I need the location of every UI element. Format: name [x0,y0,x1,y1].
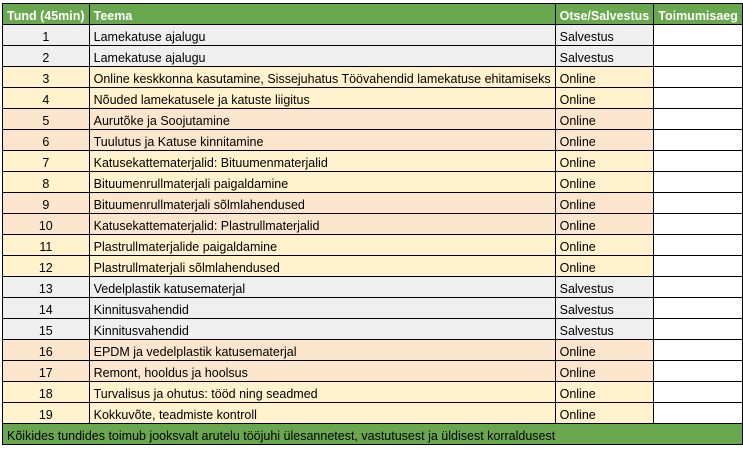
date-cell[interactable] [654,361,743,382]
table-row [3,319,743,340]
lesson-number-cell[interactable]: 19 [3,403,90,424]
schedule-table [2,3,743,445]
topic-cell[interactable]: Lamekatuse ajalugu [89,46,555,67]
date-cell[interactable] [654,67,743,88]
delivery-type-cell[interactable]: Salvestus [555,46,654,67]
table-row [3,109,743,130]
date-cell[interactable] [654,319,743,340]
lesson-number-cell[interactable]: 1 [3,25,90,46]
delivery-type-cell[interactable]: Salvestus [555,277,654,298]
topic-cell[interactable]: Lamekatuse ajalugu [89,25,555,46]
table-row [3,298,743,319]
lesson-number-cell[interactable]: 18 [3,382,90,403]
date-cell[interactable] [654,46,743,67]
delivery-type-cell[interactable]: Online [555,151,654,172]
table-row [3,340,743,361]
delivery-type-cell[interactable]: Online [555,235,654,256]
table-row [3,403,743,424]
topic-cell[interactable]: Remont, hooldus ja hoolsus [89,361,555,382]
lesson-number-cell[interactable]: 13 [3,277,90,298]
date-cell[interactable] [654,235,743,256]
table-row [3,277,743,298]
header-date[interactable]: Toimumisaeg [654,4,743,25]
topic-cell[interactable]: Kokkuvõte, teadmiste kontroll [89,403,555,424]
date-cell[interactable] [654,151,743,172]
topic-cell[interactable]: Kinnitusvahendid [89,319,555,340]
delivery-type-cell[interactable]: Online [555,88,654,109]
lesson-number-cell[interactable]: 9 [3,193,90,214]
table-row [3,130,743,151]
header-row [3,4,743,25]
date-cell[interactable] [654,277,743,298]
topic-cell[interactable]: Plastrullmaterjalide paigaldamine [89,235,555,256]
lesson-number-cell[interactable]: 3 [3,67,90,88]
header-topic[interactable]: Teema [89,4,555,25]
lesson-number-cell[interactable]: 14 [3,298,90,319]
delivery-type-cell[interactable]: Online [555,256,654,277]
lesson-number-cell[interactable]: 16 [3,340,90,361]
header-type[interactable]: Otse/Salvestus [555,4,654,25]
delivery-type-cell[interactable]: Online [555,382,654,403]
delivery-type-cell[interactable]: Salvestus [555,319,654,340]
table-row [3,25,743,46]
table-row [3,235,743,256]
topic-cell[interactable]: Plastrullmaterjali sõlmlahendused [89,256,555,277]
delivery-type-cell[interactable]: Salvestus [555,298,654,319]
topic-cell[interactable]: Tuulutus ja Katuse kinnitamine [89,130,555,151]
topic-cell[interactable]: Nõuded lamekatusele ja katuste liigitus [89,88,555,109]
table-row [3,88,743,109]
delivery-type-cell[interactable]: Online [555,109,654,130]
lesson-number-cell[interactable]: 12 [3,256,90,277]
date-cell[interactable] [654,340,743,361]
date-cell[interactable] [654,172,743,193]
table-row [3,172,743,193]
lesson-number-cell[interactable]: 7 [3,151,90,172]
topic-cell[interactable]: EPDM ja vedelplastik katusematerjal [89,340,555,361]
lesson-number-cell[interactable]: 8 [3,172,90,193]
delivery-type-cell[interactable]: Online [555,361,654,382]
lesson-number-cell[interactable]: 15 [3,319,90,340]
topic-cell[interactable]: Kinnitusvahendid [89,298,555,319]
topic-cell[interactable]: Bituumenrullmaterjali paigaldamine [89,172,555,193]
header-lesson[interactable]: Tund (45min) [3,4,90,25]
table-row [3,46,743,67]
table-row [3,214,743,235]
date-cell[interactable] [654,298,743,319]
lesson-number-cell[interactable]: 10 [3,214,90,235]
lesson-number-cell[interactable]: 6 [3,130,90,151]
date-cell[interactable] [654,382,743,403]
lesson-number-cell[interactable]: 17 [3,361,90,382]
date-cell[interactable] [654,193,743,214]
topic-cell[interactable]: Online keskkonna kasutamine, Sissejuhatus Töövahendid lamekatuse ehitamiseks [89,67,555,88]
table-row [3,361,743,382]
lesson-number-cell[interactable]: 2 [3,46,90,67]
footer-row [3,424,743,445]
date-cell[interactable] [654,214,743,235]
table-row [3,67,743,88]
date-cell[interactable] [654,403,743,424]
delivery-type-cell[interactable]: Online [555,193,654,214]
table-row [3,193,743,214]
lesson-number-cell[interactable]: 4 [3,88,90,109]
delivery-type-cell[interactable]: Online [555,67,654,88]
delivery-type-cell[interactable]: Online [555,172,654,193]
delivery-type-cell[interactable]: Online [555,130,654,151]
table-row [3,151,743,172]
date-cell[interactable] [654,130,743,151]
topic-cell[interactable]: Vedelplastik katusematerjal [89,277,555,298]
delivery-type-cell[interactable]: Online [555,214,654,235]
date-cell[interactable] [654,25,743,46]
date-cell[interactable] [654,88,743,109]
delivery-type-cell[interactable]: Salvestus [555,25,654,46]
topic-cell[interactable]: Katusekattematerjalid: Plastrullmaterjalid [89,214,555,235]
topic-cell[interactable]: Turvalisus ja ohutus: tööd ning seadmed [89,382,555,403]
topic-cell[interactable]: Bituumenrullmaterjali sõlmlahendused [89,193,555,214]
delivery-type-cell[interactable]: Online [555,403,654,424]
footer-note[interactable]: Kõikides tundides toimub jooksvalt arutelu tööjuhi ülesannetest, vastutusest ja üldisest korraldusest [3,424,743,445]
lesson-number-cell[interactable]: 5 [3,109,90,130]
delivery-type-cell[interactable]: Online [555,340,654,361]
date-cell[interactable] [654,256,743,277]
table-row [3,382,743,403]
date-cell[interactable] [654,109,743,130]
topic-cell[interactable]: Katusekattematerjalid: Bituumenmaterjalid [89,151,555,172]
table-row [3,256,743,277]
topic-cell[interactable]: Aurutõke ja Soojutamine [89,109,555,130]
lesson-number-cell[interactable]: 11 [3,235,90,256]
